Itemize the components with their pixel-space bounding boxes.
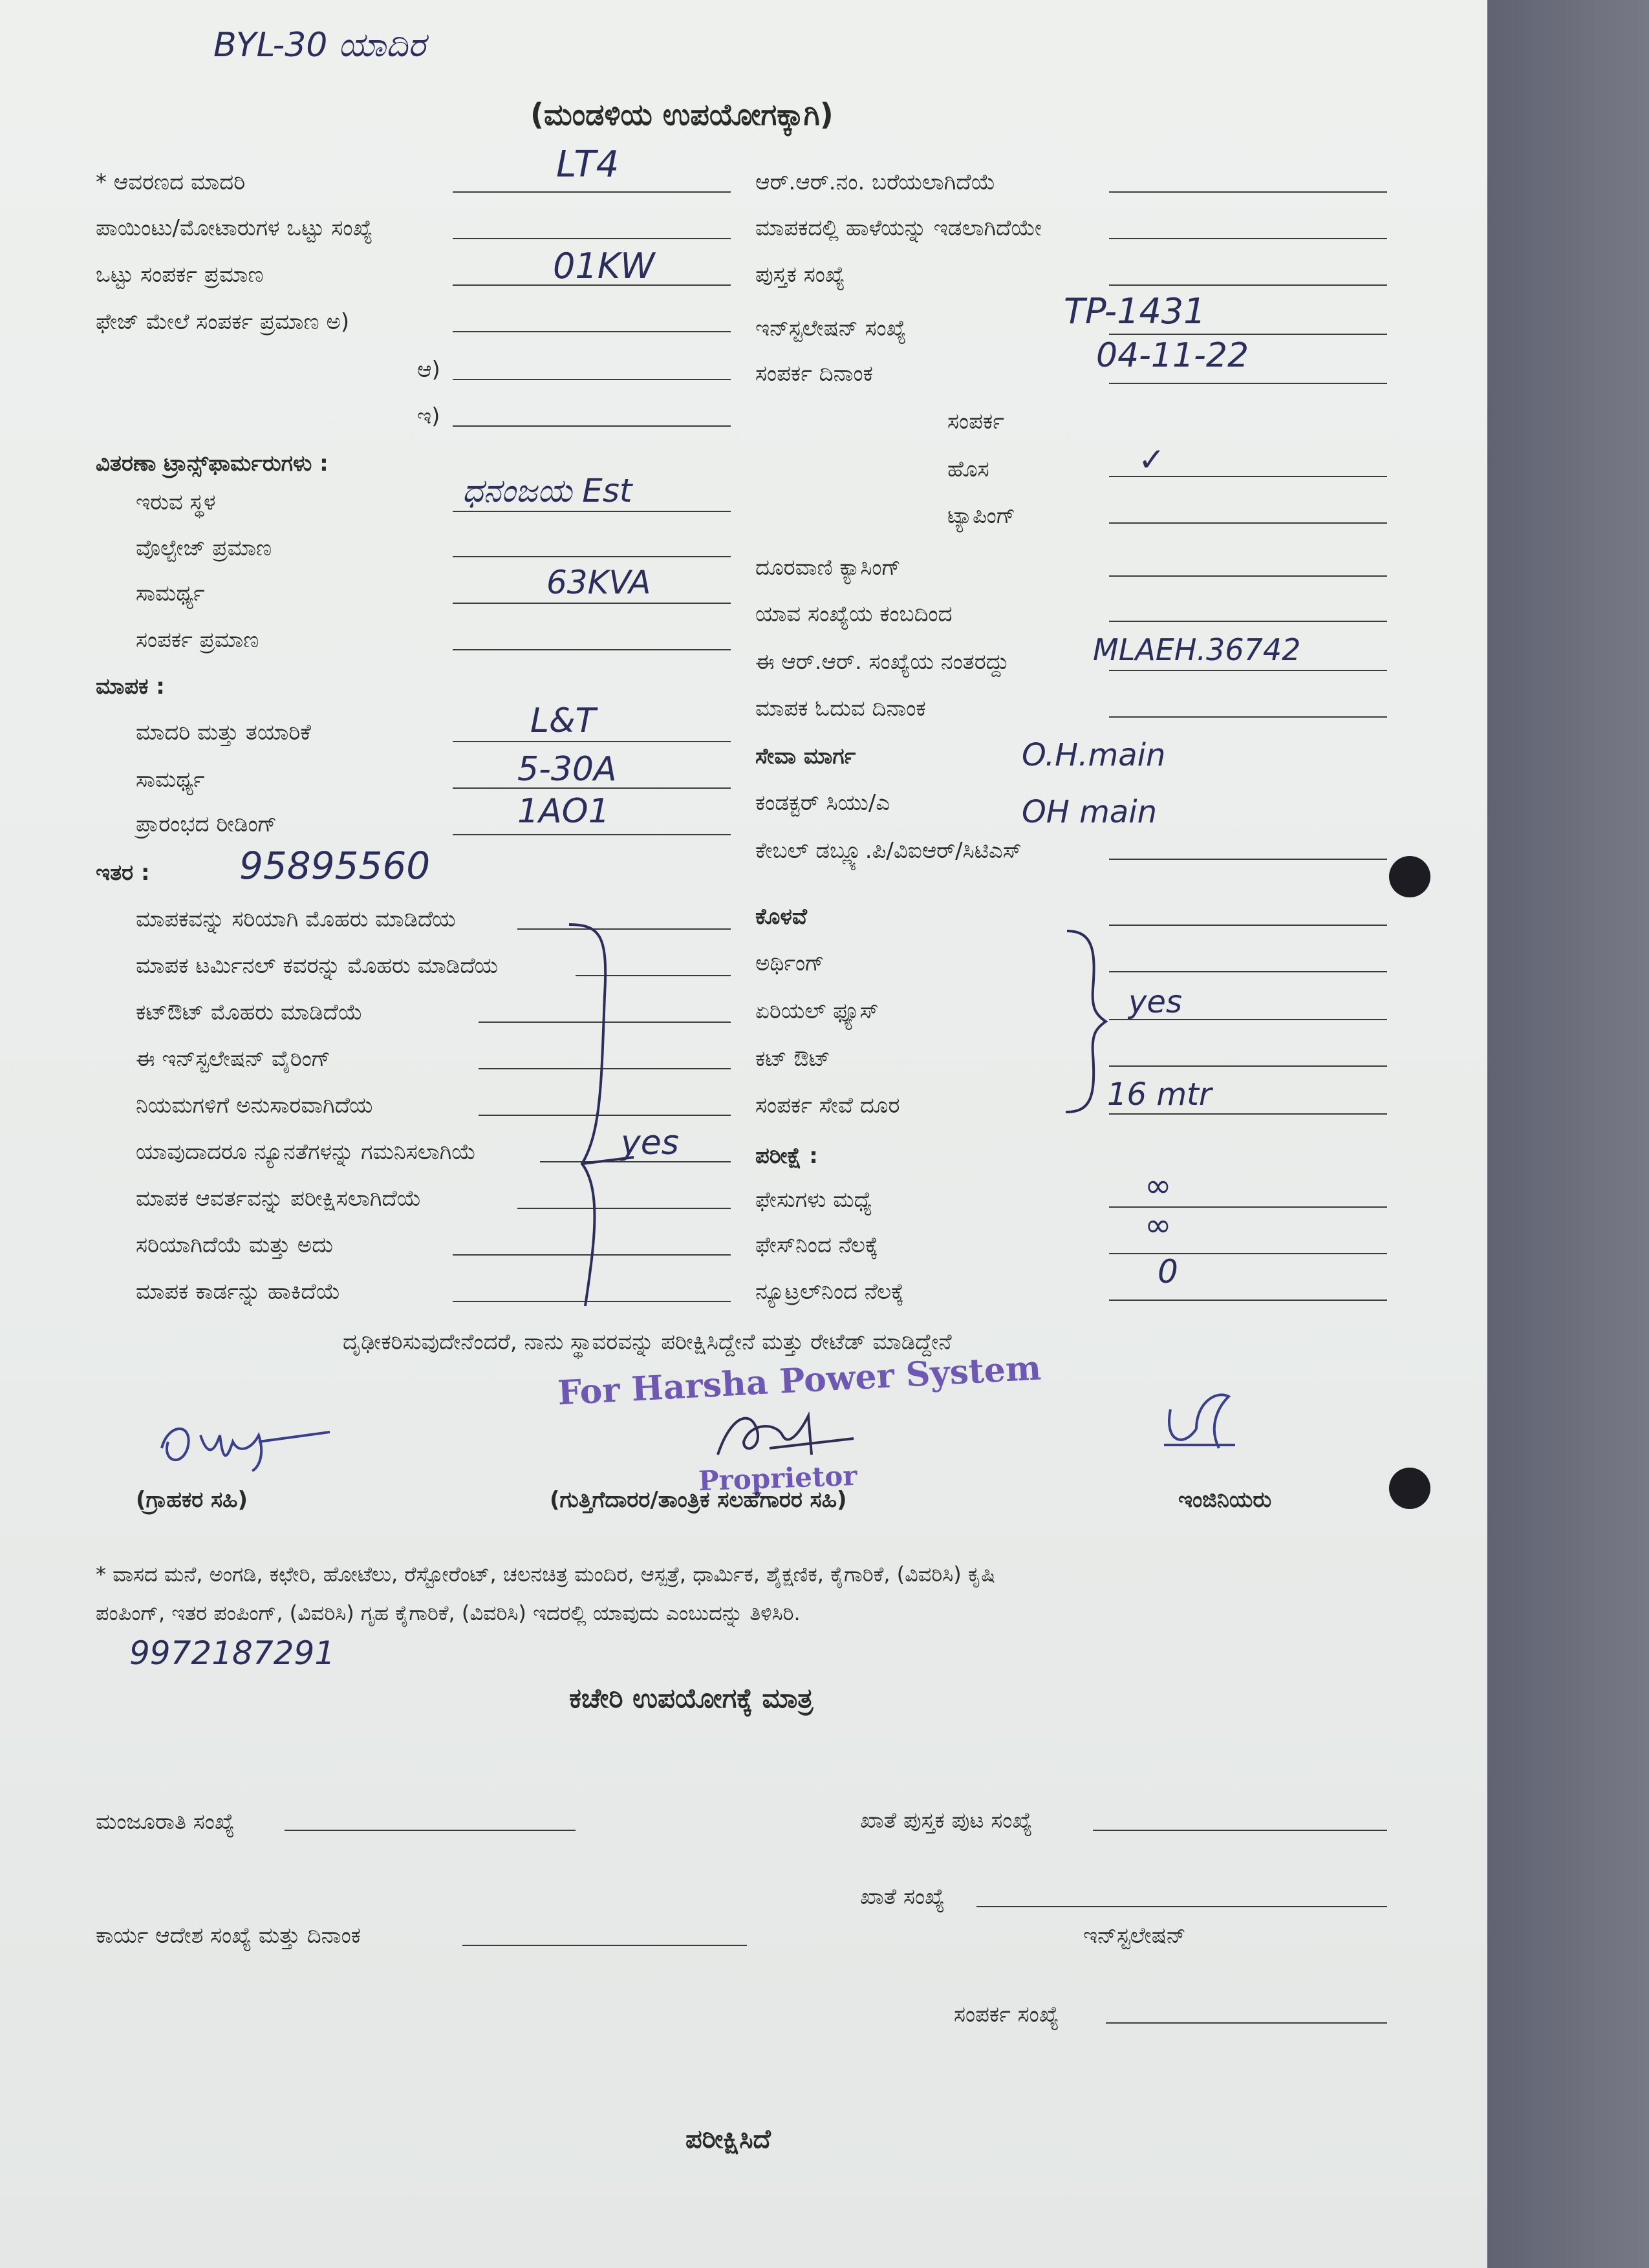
test-heading: ಪರೀಕ್ಷೆ :	[755, 1143, 818, 1169]
meter-book-line	[1109, 238, 1387, 239]
footnote-line-1: * ವಾಸದ ಮನೆ, ಅಂಗಡಿ, ಕಛೇರಿ, ಹೋಟೆಲು, ರೆಸ್ಟೋರೆಂಟ್, ಚಲನಚಿತ್ರ ಮಂದಿರ, ಆಸ್ಪತ್ರೆ, ಧಾರ್ಮಿಕ, ಶೈಕ್ಷಣಿಕ, ಕೈಗಾರಿಕೆ, (ವಿವರಿಸಿ) ಕೃಷಿ	[96, 1562, 995, 1587]
pole-label: ಯಾವ ಸಂಖ್ಯೆಯ ಕಂಬದಿಂದ	[755, 601, 953, 627]
total-load-label: ಒಟ್ಟು ಸಂಪರ್ಕ ಪ್ರಮಾಣ	[96, 262, 264, 288]
left-checks-answer: yes	[621, 1124, 679, 1162]
top-note: BYL-30 ಯಾದಿರ	[213, 26, 426, 65]
check-left-item: ಸರಿಯಾಗಿದೆಯೆ ಮತ್ತು ಅದು	[136, 1232, 333, 1258]
conductor-value: OH main	[1022, 794, 1158, 830]
test-line	[1109, 1300, 1387, 1301]
check-right-line	[1109, 925, 1387, 926]
service-value: O.H.main	[1022, 737, 1166, 773]
installation-label: ಇನ್‌ಸ್ಟಲೇಷನ್	[1083, 1923, 1186, 1949]
check-left-item: ನಿಯಮಗಳಿಗೆ ಅನುಸಾರವಾಗಿದೆಯ	[136, 1093, 373, 1118]
meter-capacity-value: 5-30A	[517, 750, 617, 789]
location-label: ಇರುವ ಸ್ಥಳ	[136, 489, 216, 515]
capacity-label: ಸಾಮರ್ಥ್ಯ	[136, 581, 205, 606]
tapping-line	[1109, 522, 1387, 524]
conn-date-label: ಸಂಪರ್ಕ ದಿನಾಂಕ	[755, 361, 873, 387]
installation-no-label: ಇನ್‌ಸ್ಟಲೇಷನ್ ಸಂಖ್ಯೆ	[755, 316, 907, 341]
sanction-no-line	[285, 1830, 576, 1831]
conn-no-line	[1106, 2022, 1387, 2024]
check-right-item: ಅರ್ಥಿಂಗ್	[755, 950, 824, 976]
page-title: (ಮಂಡಳಿಯ ಉಪಯೋಗಕ್ಕಾಗಿ)	[530, 97, 834, 132]
make-line	[453, 741, 731, 742]
check-right-item: ಏರಿಯಲ್ ಫ್ಯೂಸ್	[755, 998, 879, 1024]
pole-line	[1109, 621, 1387, 622]
phase-b-label: ಆ)	[417, 357, 440, 383]
book-no-line	[1109, 284, 1387, 286]
check-left-item: ಯಾವುದಾದರೂ ನ್ಯೂನತೆಗಳನ್ನು ಗಮನಿಸಲಾಗಿಯೆ	[136, 1139, 477, 1165]
after-rr-line	[1109, 670, 1387, 671]
after-rr-label: ಈ ಆರ್.ಆರ್. ಸಂಖ್ಯೆಯ ನಂತರದ್ದು	[755, 649, 1009, 675]
conn-date-value: 04-11-22	[1096, 336, 1249, 375]
ledger-page-label: ಖಾತೆ ಪುಸ್ತಕ ಪುಟ ಸಂಖ್ಯೆ	[860, 1808, 1033, 1834]
new-check-value: ✓	[1138, 441, 1165, 478]
phase-b-line	[453, 379, 731, 380]
points-line	[453, 238, 731, 239]
ledger-page-line	[1093, 1830, 1387, 1831]
left-brace-mark	[556, 918, 673, 1312]
declaration-text: ದೃಢೀಕರಿಸುವುದೇನೆಂದರೆ, ನಾನು ಸ್ಥಾವರವನ್ನು ಪರೀಕ್ಷಿಸಿದ್ದೇನೆ ಮತ್ತು ರೇಟೆಡ್ ಮಾಡಿದ್ದೇನೆ	[343, 1329, 952, 1355]
points-label: ಪಾಯಿಂಟು/ಮೋಟಾರುಗಳ ಒಟ್ಟು ಸಂಖ್ಯೆ	[96, 215, 373, 241]
check-right-line	[1109, 971, 1387, 972]
rr-written-label: ಆರ್.ಆರ್.ನಂ. ಬರೆಯಲಾಗಿದೆಯೆ	[755, 169, 996, 195]
test-label: ನ್ಯೂಟ್ರಲ್‌ನಿಂದ ನೆಲಕ್ಕೆ	[755, 1279, 904, 1305]
conductor-label: ಕಂಡಕ್ಟರ್ ಸಿಯು/ಎ	[755, 790, 890, 816]
test-value: 0	[1158, 1253, 1178, 1290]
initial-reading-value: 1AO1	[517, 792, 610, 831]
conn-load-label: ಸಂಪರ್ಕ ಪ್ರಮಾಣ	[136, 627, 259, 653]
check-right-line	[1109, 1113, 1387, 1115]
test-label: ಫೇಸುಗಳು ಮಧ್ಯೆ	[755, 1187, 872, 1213]
meter-heading: ಮಾಪಕ :	[96, 674, 165, 700]
read-date-line	[1109, 716, 1387, 718]
phase-c-label: ಇ)	[417, 403, 440, 429]
test-label: ಫೇಸ್‌ನಿಂದ ನೆಲಕ್ಕೆ	[755, 1232, 878, 1258]
contractor-signature-mark	[705, 1403, 860, 1468]
initial-reading-label: ಪ್ರಾರಂಭದ ರೀಡಿಂಗ್	[136, 811, 277, 837]
cable-line	[1109, 859, 1387, 860]
test-value: ∞	[1145, 1167, 1172, 1204]
company-stamp: For Harsha Power System	[556, 1348, 1042, 1413]
footnote-line-2: ಪಂಪಿಂಗ್, ಇತರ ಪಂಪಿಂಗ್, (ವಿವರಿಸಿ) ಗೃಹ ಕೈಗಾರಿಕೆ, (ವಿವರಿಸಿ) ಇದರಲ್ಲಿ ಯಾವುದು ಎಂಬುದನ್ನು ತಿಳಿಸಿರಿ.	[96, 1601, 801, 1625]
stamp-role: Proprietor	[698, 1459, 858, 1497]
test-line	[1109, 1253, 1387, 1254]
check-right-item: ಕೊಳವೆ	[755, 904, 808, 930]
office-use-title: ಕಚೇರಿ ಉಪಯೋಗಕ್ಕೆ ಮಾತ್ರ	[569, 1682, 814, 1714]
meter-capacity-label: ಸಾಮರ್ಥ್ಯ	[136, 767, 205, 793]
conn-no-label: ಸಂಪರ್ಕ ಸಂಖ್ಯೆ	[954, 2002, 1059, 2027]
meter-book-label: ಮಾಪಕದಲ್ಲಿ ಹಾಳೆಯನ್ನು ಇಡಲಾಗಿದೆಯೇ	[755, 215, 1042, 241]
work-order-label: ಕಾರ್ಯ ಆದೇಶ ಸಂಖ್ಯೆ ಮತ್ತು ದಿನಾಂಕ	[96, 1923, 361, 1949]
initial-reading-line	[453, 834, 731, 835]
checked-label: ಪರೀಕ್ಷಿಸಿದೆ	[685, 2124, 771, 2154]
sanction-no-label: ಮಂಜೂರಾತಿ ಸಂಖ್ಯೆ	[96, 1809, 235, 1835]
read-date-label: ಮಾಪಕ ಓದುವ ದಿನಾಂಕ	[755, 696, 926, 722]
scan-background-edge	[1487, 0, 1649, 2268]
consumer-signature-mark	[155, 1409, 336, 1474]
installation-no-line	[1109, 334, 1387, 335]
capacity-value: 63KVA	[546, 564, 651, 601]
voltage-label: ವೊಲ್ಟೇಜ್ ಪ್ರಮಾಣ	[136, 535, 272, 561]
connection-type-value: LT4	[556, 144, 620, 186]
test-value: ∞	[1145, 1206, 1172, 1244]
book-no-label: ಪುಸ್ತಕ ಸಂಖ್ಯೆ	[755, 262, 845, 288]
service-distance-value: 16 mtr	[1107, 1076, 1212, 1113]
work-order-line	[462, 1945, 747, 1946]
others-value: 95895560	[239, 844, 431, 888]
capacity-line	[453, 603, 731, 604]
account-no-line	[976, 1906, 1387, 1907]
check-left-item: ಈ ಇನ್‌ಸ್ಟಲೇಷನ್ ವೈರಿಂಗ್	[136, 1046, 331, 1072]
engineer-signature-label: ಇಂಜಿನಿಯರು	[1178, 1487, 1272, 1513]
check-left-item: ಮಾಪಕ ಆವರ್ತವನ್ನು ಪರೀಕ್ಷಿಸಲಾಗಿದೆಯೆ	[136, 1186, 422, 1212]
phone-casing-line	[1109, 575, 1387, 577]
contractor-signature-label: (ಗುತ್ತಿಗೆದಾರರ/ತಾಂತ್ರಿಕ ಸಲಹೆಗಾರರ ಸಹಿ)	[550, 1487, 847, 1513]
consumer-signature-label: (ಗ್ರಾಹಕರ ಸಹಿ)	[136, 1487, 248, 1513]
check-left-item: ಕಟ್‌ಔಟ್ ಮೊಹರು ಮಾಡಿದೆಯೆ	[136, 1000, 363, 1025]
right-checks-answer: yes	[1128, 984, 1182, 1020]
check-left-item: ಮಾಪಕ ಟರ್ಮಿನಲ್ ಕವರನ್ನು ಮೊಹರು ಮಾಡಿದೆಯ	[136, 953, 498, 979]
check-left-item: ಮಾಪಕ ಕಾರ್ಡನ್ನು ಹಾಕಿದೆಯೆ	[136, 1279, 341, 1305]
transformer-heading: ವಿತರಣಾ ಟ್ರಾನ್ಸ್‌ಫಾರ್ಮರುಗಳು :	[96, 451, 329, 476]
punch-hole-top	[1389, 856, 1430, 897]
installation-no-value: TP-1431	[1064, 291, 1206, 332]
new-label: ಹೊಸ	[947, 456, 989, 482]
total-load-value: 01KW	[553, 246, 655, 286]
make-value: L&T	[530, 701, 596, 740]
conn-load-line	[453, 649, 731, 650]
phone-number: 9972187291	[129, 1634, 336, 1672]
phase-load-label: ಫೇಜ್ ಮೇಲೆ ಸಂಪರ್ಕ ಪ್ರಮಾಣ ಅ)	[96, 309, 350, 335]
phase-c-line	[453, 425, 731, 427]
location-line	[453, 511, 731, 512]
check-right-item: ಸಂಪರ್ಕ ಸೇವೆ ದೂರ	[755, 1093, 900, 1118]
phone-casing-label: ದೂರವಾಣಿ ಕ್ಯಾಸಿಂಗ್	[755, 555, 901, 581]
connection-type-line	[453, 191, 731, 193]
location-value: ಧನಂಜಯ Est	[462, 472, 632, 509]
others-label: ಇತರ :	[96, 860, 150, 886]
account-no-label: ಖಾತೆ ಸಂಖ್ಯೆ	[860, 1884, 945, 1910]
conn-date-line	[1109, 383, 1387, 384]
punch-hole-bottom	[1389, 1468, 1430, 1509]
after-rr-value: MLAEH.36742	[1093, 632, 1301, 667]
tapping-label: ಟ್ಯಾಪಿಂಗ್	[947, 503, 1016, 529]
engineer-signature-mark	[1158, 1384, 1242, 1461]
make-label: ಮಾದರಿ ಮತ್ತು ತಯಾರಿಕೆ	[136, 720, 311, 745]
right-brace-mark	[1061, 925, 1112, 1118]
rr-written-line	[1109, 191, 1387, 193]
check-right-line	[1109, 1065, 1387, 1067]
check-left-item: ಮಾಪಕವನ್ನು ಸರಿಯಾಗಿ ಮೊಹರು ಮಾಡಿದೆಯ	[136, 906, 456, 932]
service-label: ಸೇವಾ ಮಾರ್ಗ	[755, 744, 856, 769]
voltage-line	[453, 556, 731, 557]
bleed-through-text	[123, 97, 132, 130]
cable-label: ಕೇಬಲ್ ಡಬ್ಲ್ಯೂ.ಪಿ/ವಿಐಆರ್/ಸಿಟಿಎಸ್	[755, 838, 1022, 864]
connection-type-label: * ಆವರಣದ ಮಾದರಿ	[96, 169, 246, 195]
phase-a-line	[453, 331, 731, 332]
check-right-item: ಕಟ್ ಔಟ್	[755, 1046, 830, 1072]
conn-heading: ಸಂಪರ್ಕ	[947, 409, 1004, 434]
